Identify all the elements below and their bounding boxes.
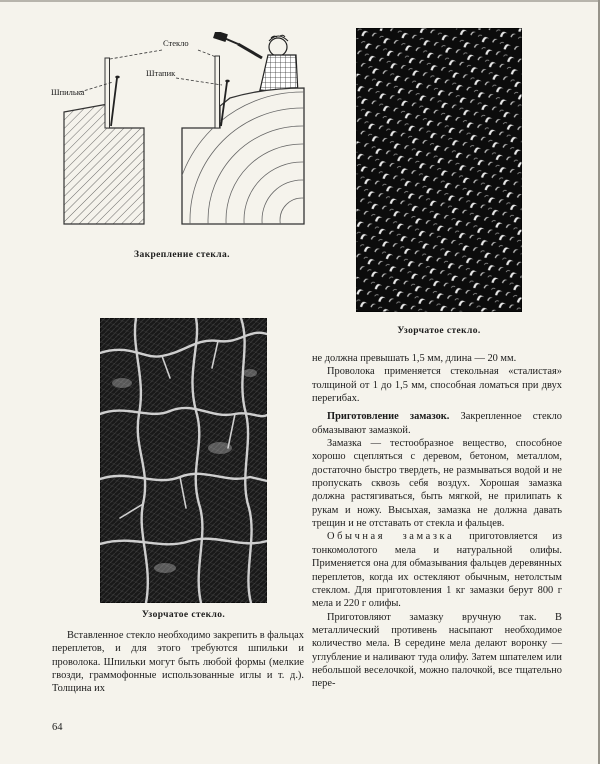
left-frame-section (64, 58, 144, 224)
right-paragraph-6: Приготовляют замазку вручную так. В металлический противень насыпают необходимое количество мела. В середине мела делают воронку — углубление и наливают туда олифу. Затем шпателем или небольшой веселочкой, можно палочкой, все тщательно пере- (312, 611, 562, 690)
figure-glass-fixing-caption: Закрепление стекла. (134, 250, 230, 260)
right-paragraph-4: Замазка — тестообразное вещество, способное хорошо сцепляться с деревом, бетоном, металлом, достаточно быстро твердеть, не размываться водой и не пропускать сквозь себя воздух. Хорошая замазка должна растягиваться, быть мягкой, не прилипать к рукам и ножу. Высыхая, замазка не должна давать трещин и не отставать от стекла и фальцев. (312, 438, 562, 530)
figure-patterned-glass-top-caption: Узорчатое стекло. (397, 326, 481, 336)
ordinary-putty-rest: приготовляется из тонкомолотого мела и натуральной олифы. Применяется она для обмазывания фальцев деревянных переплетов, когда их остекляют обычным, нетолстым стеклом. Для приготовления 1 кг замазки берут 800 г мела и 220 г олифы. (312, 531, 562, 610)
figure-patterned-glass-bottom (100, 318, 267, 603)
figure-glass-fixing (50, 32, 314, 246)
figure-patterned-glass-bottom-caption: Узорчатое стекло. (141, 610, 226, 620)
ordinary-putty-emphasis: Обычная замазка (327, 531, 455, 543)
right-paragraph-2: Проволока применяется стекольная «сталистая» толщиной от 1 до 1,5 мм, способная ломаться при двух перегибах. (312, 366, 562, 405)
right-paragraph-3 (312, 410, 562, 437)
page-number: 64 (52, 722, 63, 733)
putty-heading-rest: Закрепленное стекло обмазывают замазкой. (312, 411, 562, 436)
scan-edge-top (0, 0, 600, 2)
right-text-column (312, 352, 562, 691)
glass-fixing-illustration (50, 32, 314, 246)
patterned-glass-fine (356, 28, 522, 312)
label-bead: Штапик (146, 68, 176, 78)
patterned-glass-cells (100, 318, 267, 603)
label-pin: Шпилька (51, 87, 85, 97)
right-paragraph-5 (312, 530, 562, 610)
right-paragraph-1: не должна превышать 1,5 мм, длина — 20 мм. (312, 353, 517, 364)
left-text-column (52, 629, 304, 696)
left-paragraph-1: Вставленное стекло необходимо закрепить в фальцах переплетов, и для этого требуются шпильки и проволока. Шпильки могут быть любой формы (мелкие гвозди, граммофонные использованные иглы и т. д.). Толщина их (52, 630, 304, 695)
figure-patterned-glass-top (356, 28, 522, 312)
label-glass: Стекло (163, 38, 189, 48)
putty-heading: Приготовление замазок. (327, 411, 450, 423)
